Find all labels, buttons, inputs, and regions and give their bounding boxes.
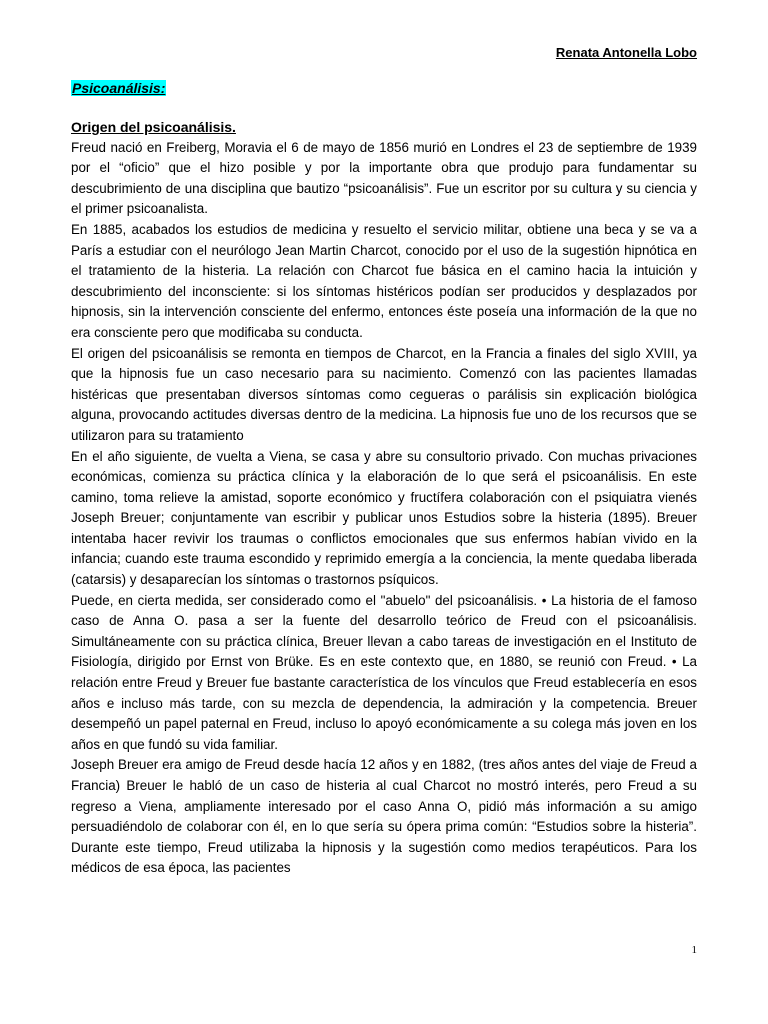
- paragraph: Joseph Breuer era amigo de Freud desde hacía 12 años y en 1882, (tres años antes del viaje de Freud a Francia) Breuer le habló de un caso de histeria al cual Charcot no mostró interés, pero Freud a su regreso a Viena, ampliamente interesado por el caso Anna O, pidió más información a su amigo persuadiéndolo de colaborar con él, en lo que sería su ópera prima común: “Estudios sobre la histeria”. Durante este tiempo, Freud utilizaba la hipnosis y la sugestión como medios terapéuticos. Para los médicos de esa época, las pacientes: [71, 757, 697, 876]
- paragraph: El origen del psicoanálisis se remonta en tiempos de Charcot, en la Francia a finales del siglo XVIII, ya que la hipnosis fue un caso necesario para su nacimiento. Comenzó con las pacientes llamadas histéricas que presentaban diversos síntomas como cegueras o parálisis sin explicación biológica alguna, provocando actitudes diversas dentro de la medicina. La hipnosis fue uno de los recursos que se utilizaron para su tratamiento: [71, 345, 697, 443]
- paragraph: Puede, en cierta medida, ser considerado como el "abuelo" del psicoanálisis. • La historia de el famoso caso de Anna O. pasa a ser la fuente del desarrollo teórico de Freud con el psicoanálisis. Simultáneamente con su práctica clínica, Breuer llevan a cabo tareas de investigación en el Instituto de Fisiología, dirigido por Ernst von Brüke. Es en este contexto que, en 1880, se reunió con Freud. • La relación entre Freud y Breuer fue bastante característica de los vínculos que Freud establecería en esos años e incluso más tarde, con su mezcla de dependencia, la admiración y la competencia. Breuer desempeñó un papel paternal en Freud, incluso lo apoyó económicamente a su colega más joven en los años en que fundó su vida familiar.: [71, 592, 697, 752]
- paragraph: Freud nació en Freiberg, Moravia el 6 de mayo de 1856 murió en Londres el 23 de septiembre de 1939 por el “oficio” que el hizo posible y por la importante obra que produjo para fundamentar su descubrimiento de una disciplina que bautizo “psicoanálisis”. Fue un escritor por su cultura y su ciencia y el primer psicoanalista.: [71, 139, 697, 217]
- subheading: Origen del psicoanálisis.: [71, 119, 236, 135]
- paragraph: En 1885, acabados los estudios de medicina y resuelto el servicio militar, obtiene una beca y se va a París a estudiar con el neurólogo Jean Martin Charcot, conocido por el uso de la sugestión hipnótica en el tratamiento de la histeria. La relación con Charcot fue básica en el camino hacia la intuición y descubrimiento del inconsciente: si los síntomas histéricos podían ser producidos y desplazados por hipnosis, sin la intervención consciente del enfermo, entonces éste poseía una información de la que no era consciente pero que modificaba su conducta.: [71, 221, 697, 340]
- paragraph: En el año siguiente, de vuelta a Viena, se casa y abre su consultorio privado. Con muchas privaciones económicas, comienza su práctica clínica y la elaboración de lo que será el psicoanálisis. En este camino, toma relieve la amistad, soporte económico y fructífera colaboración con el psiquiatra vienés Joseph Breuer; conjuntamente van escribir y publicar unos Estudios sobre la histeria (1895). Breuer intentaba hacer revivir los traumas o conflictos emocionales que sus enfermos habían vivido en la infancia; cuando este trauma escondido y reprimido emergía a la conciencia, la mente quedaba liberada (catarsis) y desaparecían los síntomas o trastornos psíquicos.: [71, 448, 697, 588]
- page-number: 1: [691, 944, 697, 956]
- document-body: [71, 117, 697, 879]
- section-title: Psicoanálisis:: [72, 80, 166, 96]
- author-name: Renata Antonella Lobo: [555, 45, 697, 60]
